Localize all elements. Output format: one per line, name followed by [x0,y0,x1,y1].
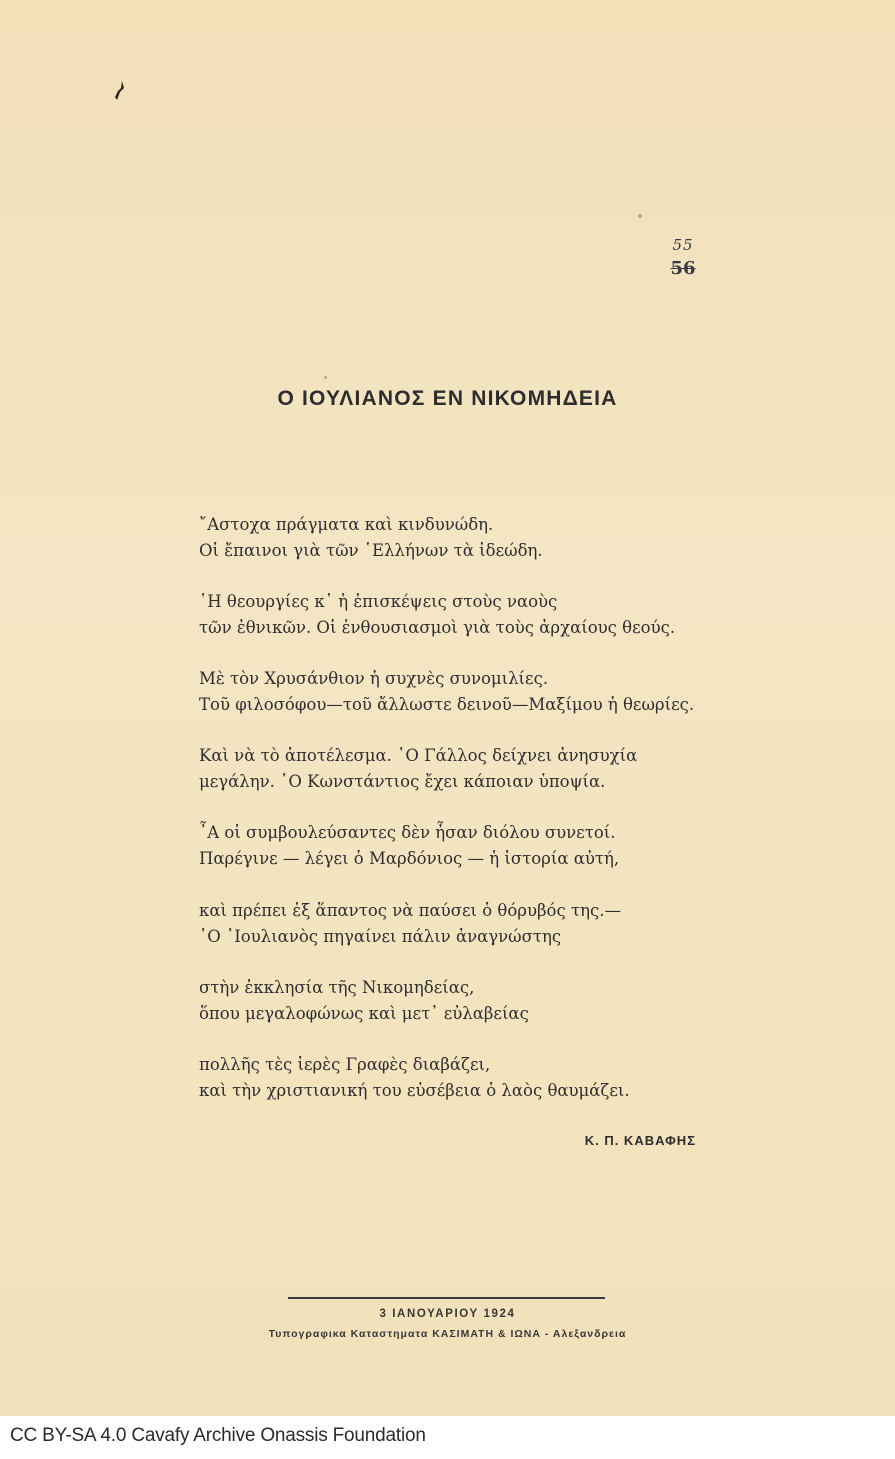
poem-title: Ο ΙΟΥΛΙΑΝΟΣ ΕΝ ΝΙΚΟΜΗΔΕΙΑ [277,387,618,410]
ink-mark-icon [114,80,126,104]
poem-line: μεγάλην. ῾Ο Κωνστάντιος ἔχει κάποιαν ὑποψία. [199,772,606,791]
stanza [199,820,759,872]
struck-page-number: 56 [670,258,696,279]
handwritten-page-number: 55 [672,236,694,254]
stanza [199,975,759,1027]
stanza [199,1052,759,1104]
printer-credit: Τυπογραφικα Καταστηματα ΚΑΣΙΜΑΤΗ & ΙΩΝΑ - Αλεξανδρεια [268,1328,627,1340]
poem-line: Μὲ τὸν Χρυσάνθιον ἡ συχνὲς συνομιλίες. [199,669,549,688]
author-signature: Κ. Π. ΚΑΒΑΦΗΣ [584,1133,696,1148]
divider-rule [288,1297,605,1299]
poem-line: Καὶ νὰ τὸ ἀποτέλεσμα. ῾Ο Γάλλος δείχνει ἀνησυχία [199,746,638,765]
license-caption: CC BY-SA 4.0 Cavafy Archive Onassis Foundation [10,1425,426,1446]
stanza [199,512,759,564]
poem-line: στὴν ἐκκλησία τῆς Νικομηδείας, [199,978,475,997]
stanza [199,589,759,641]
poem-line: ὅπου μεγαλοφώνως καὶ μετ᾽ εὐλαβείας [199,1004,529,1023]
stanza [199,666,759,718]
poem-body [199,512,759,1104]
poem-line: πολλῆς τὲς ἱερὲς Γραφὲς διαβάζει, [199,1055,491,1074]
poem-line: ῾Ο ᾽Ιουλιανὸς πηγαίνει πάλιν ἀναγνώστης [199,927,562,946]
poem-line: τῶν ἐθνικῶν. Οἱ ἐνθουσιασμοὶ γιὰ τοὺς ἀρχαίους θεούς. [199,618,676,637]
paper-speck [638,214,642,218]
poem-line: Τοῦ φιλοσόφου—τοῦ ἄλλωστε δεινοῦ—Μαξίμου ἡ θεωρίες. [199,695,695,714]
poem-line: ῎Αστοχα πράγματα καὶ κινδυνώδη. [199,515,494,534]
poem-line: ῾Η θεουργίες κ᾽ ἡ ἐπισκέψεις στοὺς ναοὺς [199,592,558,611]
stanza [199,743,759,795]
poem-line: ῏Α οἱ συμβουλεύσαντες δὲν ἦσαν διόλου συνετοί. [199,823,616,842]
stanza [199,898,759,950]
poem-line: Παρέγινε — λέγει ὁ Μαρδόνιος — ἡ ἱστορία αὐτή, [199,849,620,868]
publication-date: 3 ΙΑΝΟΥΑΡΙΟΥ 1924 [379,1308,516,1320]
poem-line: Οἱ ἔπαινοι γιὰ τῶν ῾Ελλήνων τὰ ἰδεώδη. [199,541,543,560]
paper-speck [324,376,327,379]
poem-line: καὶ τὴν χριστιανική του εὐσέβεια ὁ λαὸς θαυμάζει. [199,1081,630,1100]
poem-line: καὶ πρέπει ἐξ ἅπαντος νὰ παύσει ὁ θόρυβός της.— [199,901,621,920]
